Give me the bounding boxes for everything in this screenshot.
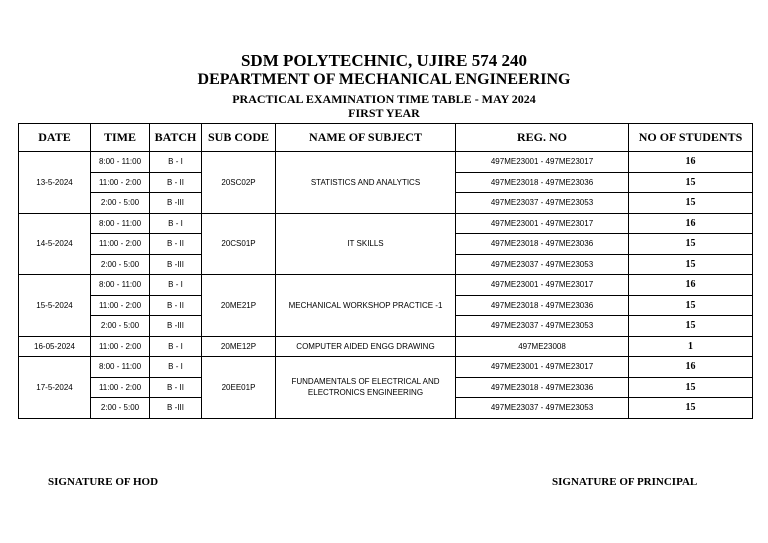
batch-cell: B - I [150,152,202,173]
time-cell: 8:00 - 11:00 [91,213,150,234]
time-cell: 2:00 - 5:00 [91,316,150,337]
table-row [19,357,753,378]
reg-no-cell: 497ME23001 - 497ME23017 [456,213,629,234]
date-cell: 13-5-2024 [19,152,91,214]
students-cell: 1 [629,336,753,357]
subject-cell: FUNDAMENTALS OF ELECTRICAL AND ELECTRONICS ENGINEERING [276,357,456,419]
time-cell: 11:00 - 2:00 [91,295,150,316]
time-cell: 11:00 - 2:00 [91,234,150,255]
time-cell: 8:00 - 11:00 [91,152,150,173]
department-name: DEPARTMENT OF MECHANICAL ENGINEERING [197,71,571,88]
batch-cell: B - II [150,295,202,316]
date-cell: 17-5-2024 [19,357,91,419]
time-cell: 2:00 - 5:00 [91,254,150,275]
date-cell: 15-5-2024 [19,275,91,337]
students-cell: 15 [629,316,753,337]
time-cell: 2:00 - 5:00 [91,193,150,214]
reg-no-cell: 497ME23037 - 497ME23053 [456,254,629,275]
time-cell: 11:00 - 2:00 [91,377,150,398]
document-title: PRACTICAL EXAMINATION TIME TABLE - MAY 2024 [232,92,536,106]
reg-no-cell: 497ME23018 - 497ME23036 [456,377,629,398]
students-cell: 16 [629,152,753,173]
reg-no-cell: 497ME23018 - 497ME23036 [456,295,629,316]
column-header-subject: NAME OF SUBJECT [276,124,456,152]
students-cell: 15 [629,193,753,214]
subject-cell: IT SKILLS [276,213,456,275]
reg-no-cell: 497ME23001 - 497ME23017 [456,152,629,173]
table-row [19,152,753,173]
batch-cell: B -III [150,254,202,275]
batch-cell: B -III [150,193,202,214]
reg-no-cell: 497ME23037 - 497ME23053 [456,316,629,337]
reg-no-cell: 497ME23037 - 497ME23053 [456,398,629,419]
reg-no-cell: 497ME23018 - 497ME23036 [456,234,629,255]
column-header-students: NO OF STUDENTS [629,124,753,152]
students-cell: 15 [629,377,753,398]
reg-no-cell: 497ME23001 - 497ME23017 [456,275,629,296]
students-cell: 15 [629,172,753,193]
sub-code-cell: 20SC02P [202,152,276,214]
subject-cell: STATISTICS AND ANALYTICS [276,152,456,214]
reg-no-cell: 497ME23018 - 497ME23036 [456,172,629,193]
column-header-batch: BATCH [150,124,202,152]
time-cell: 11:00 - 2:00 [91,336,150,357]
sub-code-cell: 20CS01P [202,213,276,275]
subject-cell: MECHANICAL WORKSHOP PRACTICE -1 [276,275,456,337]
table-row [19,213,753,234]
batch-cell: B -III [150,316,202,337]
batch-cell: B - II [150,377,202,398]
students-cell: 15 [629,254,753,275]
students-cell: 15 [629,295,753,316]
reg-no-cell: 497ME23001 - 497ME23017 [456,357,629,378]
column-header-time: TIME [91,124,150,152]
batch-cell: B - II [150,234,202,255]
principal-signature-label: SIGNATURE OF PRINCIPAL [552,476,698,488]
hod-signature-label: SIGNATURE OF HOD [48,476,159,488]
timetable [18,123,753,419]
sub-code-cell: 20ME21P [202,275,276,337]
students-cell: 16 [629,213,753,234]
sub-code-cell: 20ME12P [202,336,276,357]
batch-cell: B - II [150,172,202,193]
institution-name: SDM POLYTECHNIC, UJIRE 574 240 [240,51,528,70]
batch-cell: B - I [150,275,202,296]
column-header-reg-no: REG. NO [456,124,629,152]
time-cell: 11:00 - 2:00 [91,172,150,193]
column-header-date: DATE [19,124,91,152]
sub-code-cell: 20EE01P [202,357,276,419]
table-row [19,275,753,296]
batch-cell: B - I [150,336,202,357]
students-cell: 15 [629,234,753,255]
header-row [19,124,753,152]
reg-no-cell: 497ME23008 [456,336,629,357]
students-cell: 16 [629,275,753,296]
batch-cell: B -III [150,398,202,419]
year-label: FIRST YEAR [348,106,420,120]
date-cell: 16-05-2024 [19,336,91,357]
column-header-sub-code: SUB CODE [202,124,276,152]
time-cell: 8:00 - 11:00 [91,357,150,378]
reg-no-cell: 497ME23037 - 497ME23053 [456,193,629,214]
batch-cell: B - I [150,357,202,378]
date-cell: 14-5-2024 [19,213,91,275]
table-row [19,336,753,357]
time-cell: 2:00 - 5:00 [91,398,150,419]
students-cell: 16 [629,357,753,378]
time-cell: 8:00 - 11:00 [91,275,150,296]
batch-cell: B - I [150,213,202,234]
students-cell: 15 [629,398,753,419]
subject-cell: COMPUTER AIDED ENGG DRAWING [276,336,456,357]
